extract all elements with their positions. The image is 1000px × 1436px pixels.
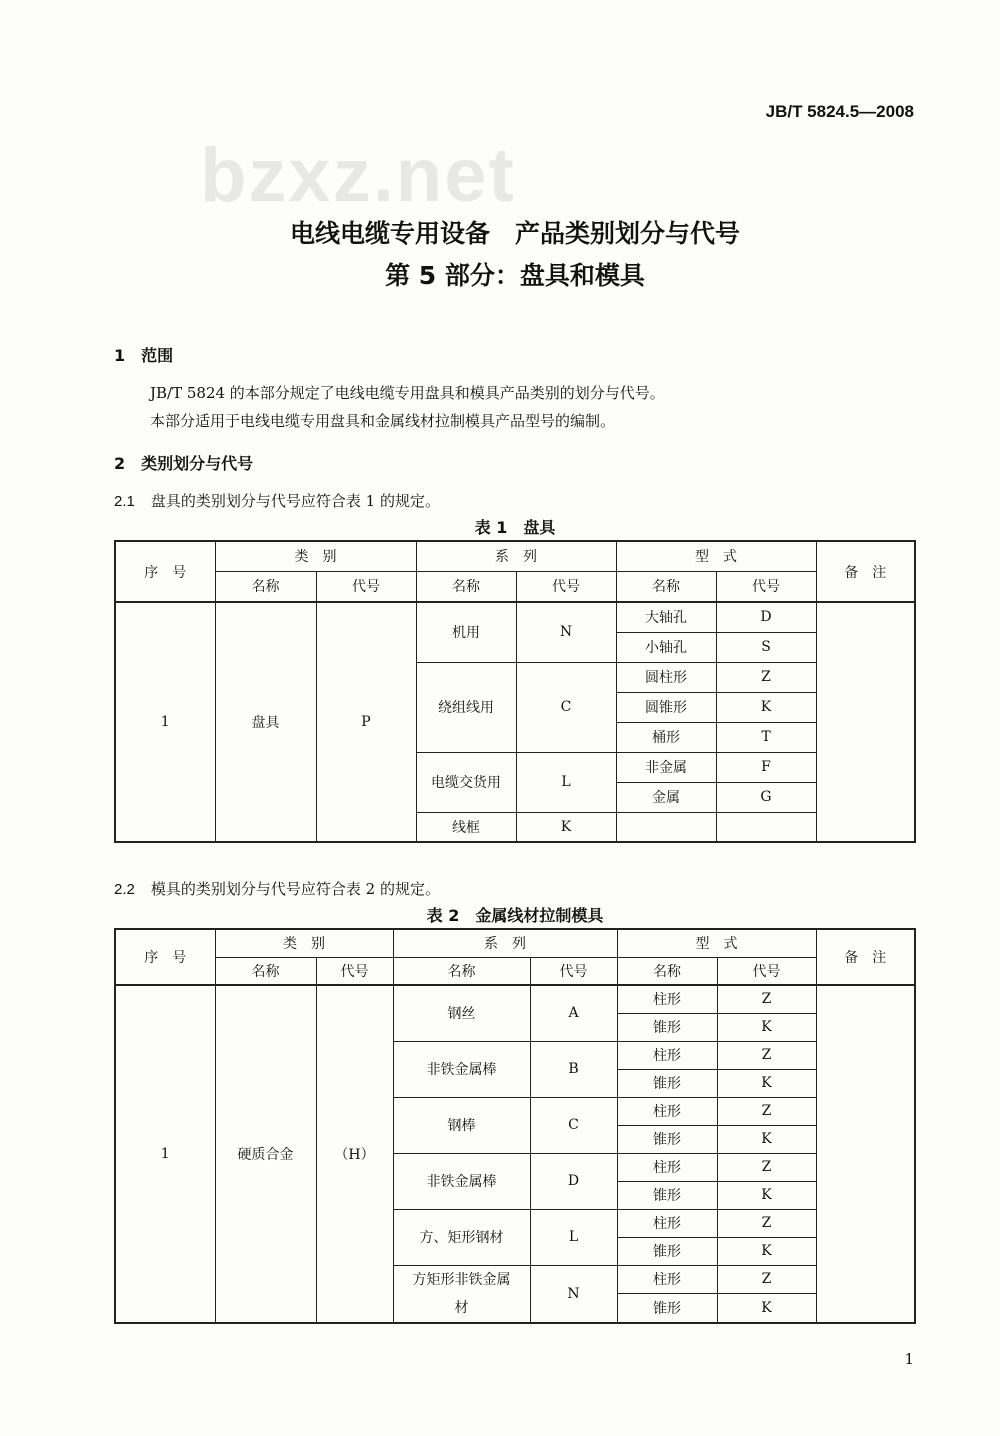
header-code: 代号: [530, 957, 617, 985]
clause-text: 盘具的类别划分与代号应符合表 1 的规定。: [150, 492, 440, 510]
series-name-cell: 非铁金属棒: [393, 1041, 530, 1097]
type-code-cell: [716, 812, 816, 842]
type-code-cell: K: [717, 1125, 816, 1153]
type-name-cell: 非金属: [616, 752, 716, 782]
header-category: 类 别: [215, 929, 393, 957]
series-code-cell: K: [516, 812, 616, 842]
type-code-cell: F: [716, 752, 816, 782]
type-name-cell: 圆柱形: [616, 662, 716, 692]
clause-number: 2.2: [114, 881, 135, 898]
series-name-cell: 电缆交货用: [416, 752, 516, 812]
header-name: 名称: [215, 957, 316, 985]
header-code: 代号: [716, 571, 816, 602]
header-category: 类 别: [215, 541, 416, 571]
series-code-cell: C: [530, 1097, 617, 1153]
series-name-cell: 钢棒: [393, 1097, 530, 1153]
type-name-cell: 金属: [616, 782, 716, 812]
type-name-cell: 柱形: [617, 1209, 717, 1237]
standard-code: JB/T 5824.5—2008: [765, 102, 914, 121]
header-remark: 备 注: [816, 929, 915, 985]
table-2: [114, 928, 916, 1324]
type-code-cell: Z: [717, 1265, 816, 1294]
header-code: 代号: [516, 571, 616, 602]
type-code-cell: T: [716, 722, 816, 752]
category-name-cell: 盘具: [215, 602, 316, 842]
table-1-caption: 表 1 盘具: [474, 518, 556, 537]
type-name-cell: 锥形: [617, 1294, 717, 1323]
series-name-cell: 机用: [416, 602, 516, 662]
remark-cell: [816, 985, 915, 1323]
clause-number: 2.1: [114, 493, 135, 510]
type-name-cell: 小轴孔: [616, 632, 716, 662]
type-code-cell: K: [717, 1181, 816, 1209]
page-number: 1: [904, 1350, 914, 1368]
header-code: 代号: [316, 571, 416, 602]
header-seq: 序 号: [115, 929, 215, 985]
section-1-paragraph-2: 本部分适用于电线电缆专用盘具和金属线材拉制模具产品型号的编制。: [150, 412, 616, 430]
section-2-heading: 2 类别划分与代号: [114, 454, 254, 473]
type-code-cell: K: [717, 1013, 816, 1041]
type-name-cell: 大轴孔: [616, 602, 716, 632]
type-code-cell: G: [716, 782, 816, 812]
type-name-cell: 柱形: [617, 1097, 717, 1125]
type-name-cell: 柱形: [617, 1041, 717, 1069]
header-name: 名称: [616, 571, 716, 602]
series-name-cell: 方矩形非铁金属材: [393, 1265, 530, 1323]
type-name-cell: 柱形: [617, 1153, 717, 1181]
type-code-cell: Z: [717, 1041, 816, 1069]
type-code-cell: K: [716, 692, 816, 722]
header-seq: 序 号: [115, 541, 215, 602]
type-code-cell: S: [716, 632, 816, 662]
type-code-cell: Z: [716, 662, 816, 692]
remark-cell: [816, 602, 915, 842]
type-name-cell: 锥形: [617, 1125, 717, 1153]
header-name: 名称: [393, 957, 530, 985]
type-name-cell: 锥形: [617, 1069, 717, 1097]
header-name: 名称: [617, 957, 717, 985]
series-name-cell: 绕组线用: [416, 662, 516, 752]
header-name: 名称: [416, 571, 516, 602]
type-name-cell: 桶形: [616, 722, 716, 752]
header-code: 代号: [316, 957, 393, 985]
type-code-cell: Z: [717, 1153, 816, 1181]
series-name-cell: 方、矩形钢材: [393, 1209, 530, 1265]
series-code-cell: C: [516, 662, 616, 752]
type-name-cell: 圆锥形: [616, 692, 716, 722]
category-name-cell: 硬质合金: [215, 985, 316, 1323]
series-code-cell: L: [516, 752, 616, 812]
series-code-cell: N: [530, 1265, 617, 1323]
type-code-cell: Z: [717, 1097, 816, 1125]
series-code-cell: N: [516, 602, 616, 662]
header-type: 型 式: [617, 929, 816, 957]
watermark: bzxz.net: [200, 133, 516, 218]
series-name-cell: 钢丝: [393, 985, 530, 1041]
series-name-cell: 非铁金属棒: [393, 1153, 530, 1209]
clause-2-1: [114, 490, 440, 511]
series-code-cell: A: [530, 985, 617, 1041]
header-remark: 备 注: [816, 541, 915, 602]
table-1: [114, 540, 916, 843]
table-2-caption: 表 2 金属线材拉制模具: [426, 906, 604, 925]
header-series: 系 列: [416, 541, 616, 571]
clause-text: 模具的类别划分与代号应符合表 2 的规定。: [150, 880, 440, 898]
header-code: 代号: [717, 957, 816, 985]
series-code-cell: B: [530, 1041, 617, 1097]
section-1-paragraph-1: JB/T 5824 的本部分规定了电线电缆专用盘具和模具产品类别的划分与代号。: [150, 384, 665, 402]
series-name-cell: 线框: [416, 812, 516, 842]
type-name-cell: [616, 812, 716, 842]
type-code-cell: K: [717, 1069, 816, 1097]
type-code-cell: K: [717, 1294, 816, 1323]
type-name-cell: 锥形: [617, 1013, 717, 1041]
seq-cell: 1: [115, 602, 215, 842]
seq-cell: 1: [115, 985, 215, 1323]
type-code-cell: K: [717, 1237, 816, 1265]
clause-2-2: [114, 878, 440, 899]
category-code-cell: （H）: [316, 985, 393, 1323]
type-code-cell: Z: [717, 985, 816, 1013]
type-name-cell: 柱形: [617, 1265, 717, 1294]
type-name-cell: 柱形: [617, 985, 717, 1013]
section-1-heading: 1 范围: [114, 346, 174, 365]
header-series: 系 列: [393, 929, 617, 957]
header-type: 型 式: [616, 541, 816, 571]
type-code-cell: D: [716, 602, 816, 632]
series-code-cell: L: [530, 1209, 617, 1265]
header-name: 名称: [215, 571, 316, 602]
series-code-cell: D: [530, 1153, 617, 1209]
type-code-cell: Z: [717, 1209, 816, 1237]
type-name-cell: 锥形: [617, 1237, 717, 1265]
document-title: 电线电缆专用设备 产品类别划分与代号: [289, 219, 740, 248]
document-subtitle: 第 5 部分：盘具和模具: [385, 261, 645, 290]
category-code-cell: P: [316, 602, 416, 842]
type-name-cell: 锥形: [617, 1181, 717, 1209]
